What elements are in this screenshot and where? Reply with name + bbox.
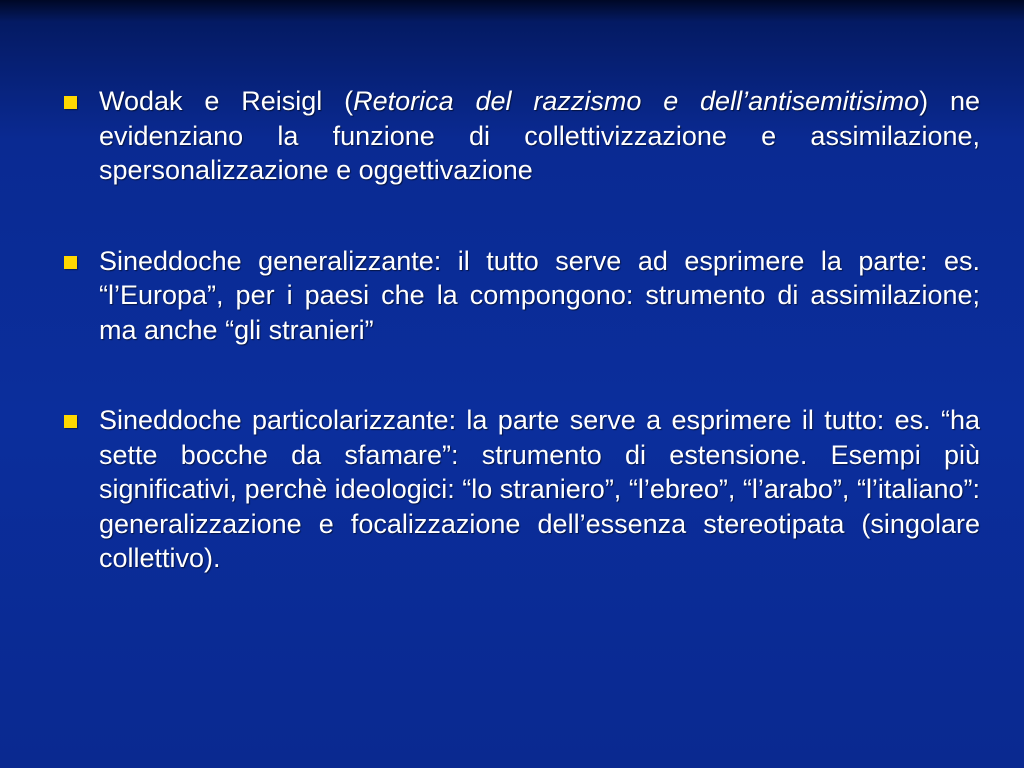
square-bullet-icon: [64, 415, 77, 428]
square-bullet-icon: [64, 96, 77, 109]
bullet-text: Sineddoche generalizzante: il tutto serve ad esprimere la parte: es. “l’Europa”, per i paesi che la compongono: strumento di assimilazione; ma anche “gli stranieri”: [99, 245, 980, 345]
bullet-item-wodak-reisigl: [64, 84, 980, 188]
bullet-rest-text: ) ne evidenziano la funzione di collettivizzazione e assimilazione, spersonalizzazione e oggettivazione: [99, 86, 980, 185]
square-bullet-icon: [64, 256, 77, 269]
bullet-intro-text: Wodak e Reisigl (: [99, 86, 354, 116]
bullet-list: [64, 84, 980, 632]
bullet-item-sineddoche-particolarizzante: [64, 403, 980, 576]
bullet-item-sineddoche-generalizzante: [64, 244, 980, 348]
book-title: Retorica del razzismo e dell’antisemitisimo: [353, 86, 920, 116]
bullet-text: [99, 84, 980, 188]
bullet-text: Sineddoche particolarizzante: la parte serve a esprimere il tutto: es. “ha sette bocche da sfamare”: strumento di estensione. Esempi più significativi, perchè ideologici: “lo straniero”, “l’ebreo”, “l’arabo”, “l’italiano”: generalizzazione e focalizzazione dell’essenza stereotipata (singolare collettivo).: [99, 405, 980, 573]
